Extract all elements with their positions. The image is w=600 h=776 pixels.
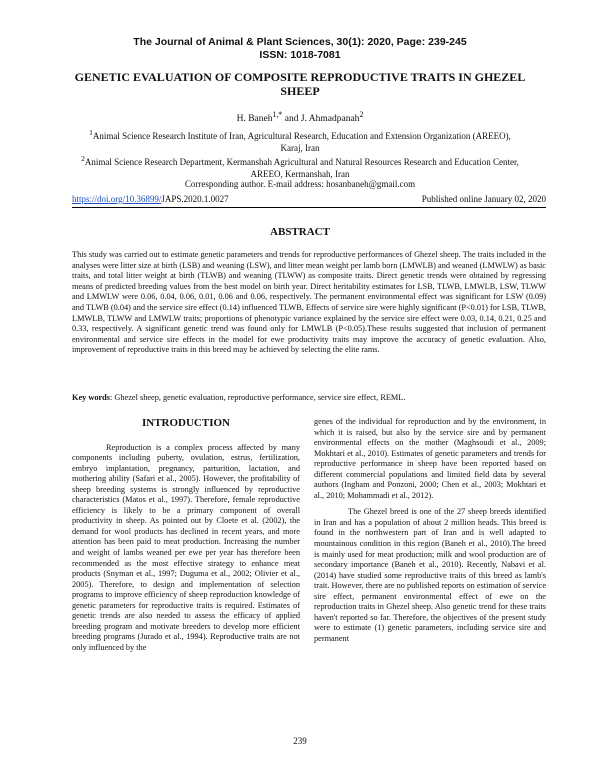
paper-title: GENETIC EVALUATION OF COMPOSITE REPRODUCTIVE TRAITS IN GHEZEL SHEEP: [74, 70, 526, 98]
introduction-heading: INTRODUCTION: [141, 417, 230, 429]
author-2-sup: 2: [359, 110, 364, 119]
abstract-heading: ABSTRACT: [270, 226, 330, 238]
header-divider: [72, 207, 546, 208]
author-1: H. Baneh: [236, 114, 273, 125]
affiliation-2-text: Animal Science Research Department, Kermanshah Agricultural and Natural Resources Research and Education Center, AREEO, Kermanshah, Iran: [84, 157, 519, 179]
published-date: Published online January 02, 2020: [421, 194, 546, 204]
doi-row: [72, 194, 546, 204]
abstract-text: This study was carried out to estimate genetic parameters and trends for reproductive performances of Ghezel sheep. The traits included in the analyses were litter size at birth (LSB) and weaning (LSW), and litter mean weight per lamb born (LMWLB) and weaned (LMWLW) as basic traits, and total litter weight at birth (TLWB) and weaning (TLWW) as composite traits. Direct genetic trends were obtained by regressing means of predicted breeding values from the best model on birth year. Direct heritability estimates for LSB, TLWB, LMWLB, LSW, TLWW and LMWLW were 0.06, 0.04, 0.06, 0.01, 0.06 and 0.06, respectively. The permanent environmental effect was significant for LSW (0.09) and TLWB (0.04) and the service sire effect (0.14) influenced TLWB. Effects of service sire were highly significant (P<0.01) for LSB, TLWB, LMWLB, TLWW and LMWLW traits; proportions of phenotypic variance explained by the service sire effect were 0.03, 0.14, 0.21, 0.25 and 0.33, respectively. A significant genetic trend was found only for LMWLB (P<0.05).These results suggested that inclusion of permanent environmental and service sire effects in the model for ewe productivity traits may improve the accuracy of genetic evaluation. Also, improvement of reproductive traits in this breed may be achieved by selecting the elite rams.: [72, 250, 546, 355]
column-left: [72, 418, 300, 659]
affiliation-1-sup: 1: [89, 128, 93, 137]
affiliation-1-text: Animal Science Research Institute of Iran, Agricultural Research, Education and Extension Organization (AREEO), Karaj, Iran: [92, 131, 511, 153]
affiliation-2: [80, 153, 520, 180]
journal-header: [0, 36, 600, 62]
doi-link[interactable]: https://doi.org/10.36899/: [72, 194, 162, 204]
affiliation-2-sup: 2: [81, 154, 85, 163]
author-1-sup: 1,*: [272, 110, 283, 119]
intro-paragraph-2: genes of the individual for reproduction and by the environment, in which it is raised, but also by the service sire and by permanent environmental effects on the mother (Maghsoudi et al., 2009; Mokhtari et al., 2010). Estimates of genetic parameters and trends for reproductive performance in sheep have been reported based on different commercial populations and limited field data by several authors (Ingham and Ponzoni, 2000; Chen et al., 2003; Mokhtari et al., 2010; Mohammadi et al., 2012).: [314, 417, 546, 500]
corresponding-author: Corresponding author. E-mail address: hosanbaneh@gmail.com: [184, 179, 416, 189]
author-2: J. Ahmadpanah: [300, 114, 360, 125]
author-line: [0, 110, 600, 124]
intro-paragraph-1: Reproduction is a complex process affected by many components including puberty, ovulation, estrus, fertilization, embryo implantation, pregnancy, parturition, lactation, and mothering ability (Safari et al., 2005). However, the profitability of sheep breeding systems is strongly influenced by reproductive characteristics (Matos et al., 1997). Therefore, female reproductive efficiency is likely to be a primary component of overall productivity in sheep. As pointed out by Cloete et al. (2002), the demand for wool products has declined in recent years, and more attention has been paid to meat production. Increasing the number and weight of lambs weaned per ewe per year has therefore been recommended as the most effective strategy to enhance meat products (Snyman et al., 1997; Duguma et al., 2002; Olivier et al., 2005). Therefore, to design and implementation of selection programs to improve efficiency of sheep reproduction knowledge of genetic parameters for reproductive traits is required. Estimates of genetic trends are also needed to assess the efficacy of applied breeding program and motivate breeders to develop more efficient breeding programs (Jurado et al., 1994). Reproductive traits are not only influenced by the: [72, 442, 300, 652]
keywords-label: Key words: [72, 393, 111, 402]
journal-citation: The Journal of Animal & Plant Sciences, 30(1): 2020, Page: 239-245: [133, 36, 467, 48]
affiliation-1: [80, 127, 520, 154]
doi-suffix: JAPS.2020.1.0027: [161, 194, 229, 204]
page-number: 239: [293, 736, 307, 746]
keywords: [72, 393, 546, 402]
keywords-text: : Ghezel sheep, genetic evaluation, reproductive performance, service sire effect, REML.: [110, 393, 406, 402]
author-connector: and: [282, 114, 301, 125]
issn: ISSN: 1018-7081: [259, 49, 341, 61]
column-right: [314, 417, 546, 650]
intro-paragraph-3: The Ghezel breed is one of the 27 sheep breeds identified in Iran and has a population of about 2 million heads. This breed is found in the northwestern part of Iran and is well adapted to mountainous condition in this region (Baneh et al., 2010).The breed is mainly used for meat production; milk and wool production are of secondary importance (Baneh et al., 2010). Recently, Nabavi et al. (2014) have studied some reproductive traits of this breed as lamb's trait. However, there are no published reports on estimation of service sire effect, permanent environmental effect of ewe on the reproduction traits in Ghezel sheep. Also genetic trend for these traits haven't reported so far. Therefore, the objectives of the present study were to estimate (1) genetic parameters, including service sire and permanent: [314, 507, 546, 643]
